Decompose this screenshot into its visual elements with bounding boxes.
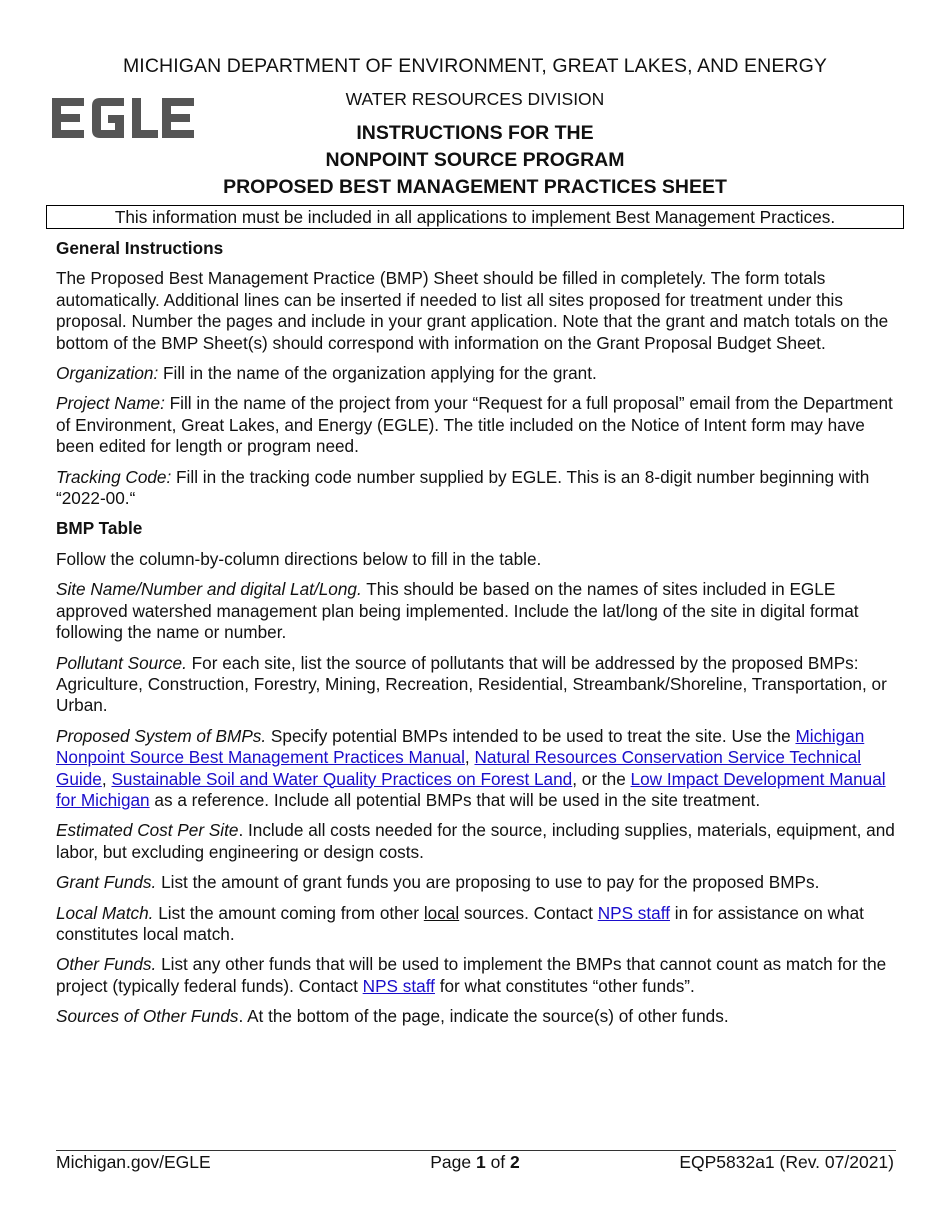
project-name-instruction: Project Name: Fill in the name of the project from your “Request for a full proposal” email from the Department of Environment, Great Lakes, and Energy (EGLE). The title included on the Notice of Intent form may have been edited for length or program need. (56, 393, 893, 457)
title-line-3: PROPOSED BEST MANAGEMENT PRACTICES SHEET (223, 176, 727, 198)
proposed-bmps-instruction: Proposed System of BMPs. Specify potential BMPs intended to be used to treat the site. Use the Michigan Nonpoint Source Best Management Practices Manual, Natural Resources Conservation Service Technical Guide, Sustainable Soil and Water Quality Practices on Forest Land, or the Low Impact Development Manual for Michigan as a reference. Include all potential BMPs that will be used in the site treatment. (56, 725, 886, 810)
pollutant-source-instruction: Pollutant Source. For each site, list the source of pollutants that will be addressed by the proposed BMPs: Agriculture, Construction, Forestry, Mining, Recreation, Residential, Streambank/Shoreline, Transportation, or Urban. (56, 652, 887, 716)
egle-logo (52, 96, 194, 140)
bmp-manual-link[interactable]: Michigan Nonpoint Source Best Management Practices Manual (56, 725, 865, 768)
title-line-1: INSTRUCTIONS FOR THE (356, 122, 594, 144)
footer-page-number: Page 1 of 2 (430, 1152, 520, 1172)
local-match-instruction: Local Match. List the amount coming from other local sources. Contact NPS staff in for assistance on what constitutes local match. (56, 902, 864, 944)
other-funds-instruction: Other Funds. List any other funds that will be used to implement the BMPs that cannot count as match for the project (typically federal funds). Contact NPS staff for what constitutes “other funds”. (56, 954, 887, 996)
department-name: MICHIGAN DEPARTMENT OF ENVIRONMENT, GREAT LAKES, AND ENERGY (122, 55, 828, 77)
forest-land-practices-link[interactable]: Sustainable Soil and Water Quality Practices on Forest Land (111, 768, 573, 789)
estimated-cost-instruction: Estimated Cost Per Site. Include all costs needed for the source, including supplies, materials, equipment, and labor, but excluding engineering or design costs. (56, 820, 895, 862)
division-name: WATER RESOURCES DIVISION (345, 89, 605, 109)
footer-divider (56, 1150, 896, 1151)
nrcs-technical-guide-link[interactable]: Natural Resources Conservation Service Technical Guide (56, 747, 862, 789)
general-instructions-heading: General Instructions (56, 238, 224, 258)
tracking-code-instruction: Tracking Code: Fill in the tracking code number supplied by EGLE. This is an 8-digit number beginning with “2022-00.“ (56, 466, 870, 509)
bmp-intro: Follow the column-by-column directions below to fill in the table. (56, 548, 542, 569)
site-name-instruction: Site Name/Number and digital Lat/Long. This should be based on the names of sites included in EGLE approved watershed management plan being implemented. Include the lat/long of the site in digital format following the name or number. (56, 579, 859, 643)
instructions-content (56, 238, 901, 1037)
sources-other-funds-instruction: Sources of Other Funds. At the bottom of the page, indicate the source(s) of other funds. (56, 1006, 729, 1027)
grant-funds-instruction: Grant Funds. List the amount of grant funds you are proposing to use to pay for the proposed BMPs. (56, 872, 820, 893)
general-intro: The Proposed Best Management Practice (BMP) Sheet should be filled in completely. The form totals automatically. Additional lines can be inserted if needed to list all sites proposed for treatment under this proposal. Number the pages and include in your grant application. Note that the grant and match totals on the bottom of the BMP Sheet(s) should correspond with information on the Grant Proposal Budget Sheet. (56, 268, 889, 353)
nps-staff-link[interactable]: NPS staff (597, 902, 670, 923)
nps-staff-link[interactable]: NPS staff (362, 975, 435, 996)
footer-form-number: EQP5832a1 (Rev. 07/2021) (679, 1152, 894, 1172)
lid-manual-link[interactable]: Low Impact Development Manual for Michigan (56, 768, 886, 810)
notice-box: This information must be included in all applications to implement Best Management Practices. (46, 205, 904, 229)
title-line-2: NONPOINT SOURCE PROGRAM (325, 149, 625, 171)
footer-website: Michigan.gov/EGLE (56, 1152, 211, 1172)
bmp-table-heading: BMP Table (56, 518, 143, 539)
organization-instruction: Organization: Fill in the name of the organization applying for the grant. (56, 363, 597, 384)
